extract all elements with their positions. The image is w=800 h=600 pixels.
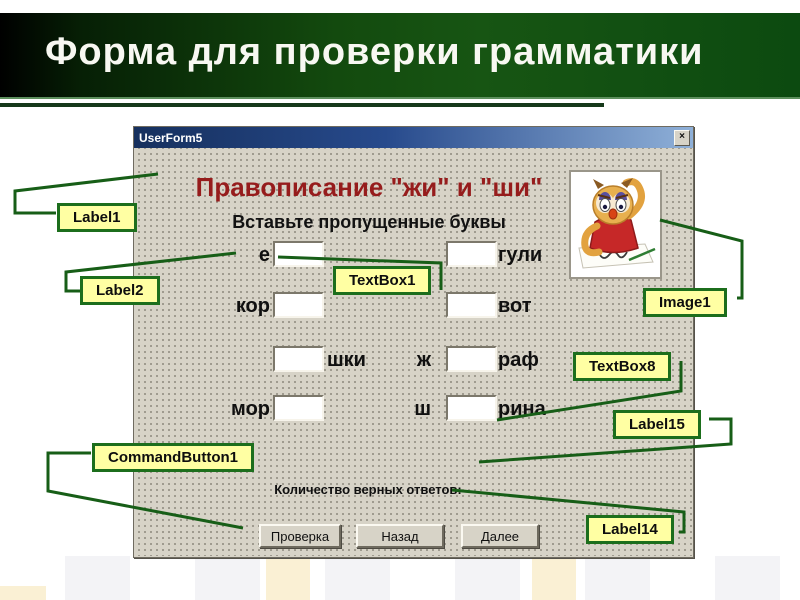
answer-textbox[interactable] — [273, 346, 324, 372]
word-prefix: е — [258, 244, 270, 266]
background-stripe-cream — [532, 556, 576, 600]
word-prefix: мор — [231, 398, 270, 420]
answer-textbox[interactable] — [446, 346, 497, 372]
callout-commandbutton1: CommandButton1 — [92, 443, 254, 472]
slide-header-band — [0, 13, 800, 99]
answer-textbox[interactable] — [273, 292, 324, 318]
userform-window — [133, 126, 694, 558]
owl-image — [571, 172, 656, 273]
word-suffix: раф — [498, 349, 539, 371]
background-stripe-cream — [0, 586, 46, 600]
word-prefix: ш — [414, 398, 431, 420]
answer-textbox[interactable] — [273, 241, 324, 267]
answer-textbox[interactable] — [446, 395, 497, 421]
score-label: Количество верных ответов: — [274, 482, 462, 497]
word-suffix: вот — [498, 295, 532, 317]
next-button[interactable]: Далее — [461, 524, 539, 548]
close-button[interactable] — [674, 130, 690, 146]
answer-textbox[interactable] — [446, 292, 497, 318]
form-subheading: Вставьте пропущенные буквы — [232, 212, 506, 232]
callout-label2: Label2 — [80, 276, 160, 305]
callout-textbox1: TextBox1 — [333, 266, 431, 295]
answer-textbox[interactable] — [446, 241, 497, 267]
form-heading: Правописание "жи" и "ши" — [195, 172, 543, 202]
word-suffix: гули — [498, 244, 543, 266]
check-button[interactable]: Проверка — [259, 524, 341, 548]
background-stripes — [0, 556, 800, 600]
slide-title: Форма для проверки грамматики — [45, 31, 704, 73]
window-titlebar[interactable] — [134, 127, 693, 148]
close-icon: × — [679, 131, 685, 142]
callout-image1: Image1 — [643, 288, 727, 317]
back-button[interactable]: Назад — [356, 524, 444, 548]
word-suffix: рина — [498, 398, 546, 420]
background-stripe-cream — [266, 556, 310, 600]
word-prefix: кор — [235, 295, 270, 317]
window-title: UserForm5 — [139, 130, 203, 145]
callout-label1: Label1 — [57, 203, 137, 232]
answer-textbox[interactable] — [273, 395, 324, 421]
callout-label15: Label15 — [613, 410, 701, 439]
header-underline — [0, 103, 604, 107]
callout-label14: Label14 — [586, 515, 674, 544]
callout-textbox8: TextBox8 — [573, 352, 671, 381]
word-prefix: ж — [416, 349, 431, 371]
image-control — [569, 170, 662, 279]
word-suffix: шки — [327, 349, 366, 371]
